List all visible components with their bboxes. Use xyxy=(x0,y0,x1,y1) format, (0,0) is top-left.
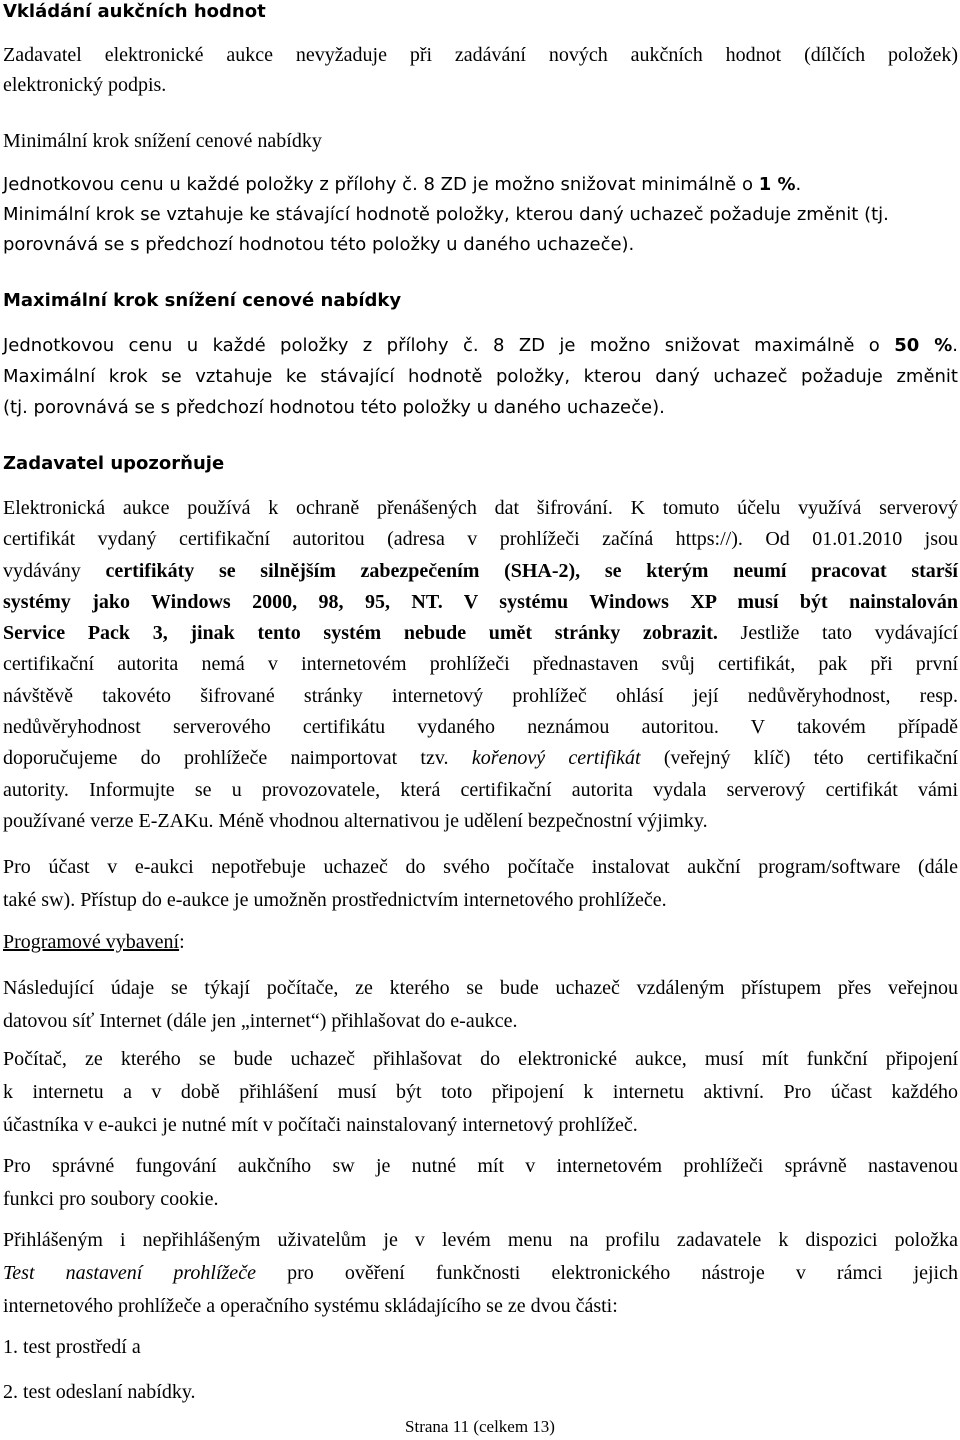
text-line: Service Pack 3, jinak tento systém nebude umět stránky zobrazit. Jestliže tato vydávající xyxy=(3,622,958,645)
paragraph-notice xyxy=(3,493,958,837)
text-line: k internetu a v době přihlášení musí být toto připojení k internetu aktivní. Pro účast každého xyxy=(3,1081,958,1103)
text-line: datovou síť Internet (dále jen „internet“) přihlašovat do e-aukce. xyxy=(3,1010,518,1032)
text-line: také sw). Přístup do e-aukce je umožněn prostřednictvím internetového prohlížeče. xyxy=(3,889,667,911)
paragraph-pocitac xyxy=(3,1043,958,1142)
text-line: Elektronická aukce používá k ochraně přenášených dat šifrování. K tomuto účelu využívá serverový xyxy=(3,497,958,519)
heading-notice: Zadavatel upozorňuje xyxy=(3,453,225,474)
text-line: Pro účast v e-aukci nepotřebuje uchazeč do svého počítače instalovat aukční program/software (dále xyxy=(3,856,958,878)
heading-max-step: Maximální krok snížení cenové nabídky xyxy=(3,290,402,311)
text-line: Minimální krok se vztahuje ke stávající hodnotě položky, kterou daný uchazeč požaduje změnit (tj. xyxy=(3,204,889,225)
text-line: Pro správné fungování aukčního sw je nutné mít v internetovém prohlížeči správně nastavenou xyxy=(3,1155,958,1177)
text-line: Zadavatel elektronické aukce nevyžaduje při zadávání nových aukčních hodnot (dílčích položek) xyxy=(3,44,958,66)
paragraph-min-step xyxy=(3,170,958,260)
text-line: Jednotkovou cenu u každé položky z přílohy č. 8 ZD je možno snižovat maximálně o 50 %. xyxy=(3,335,959,356)
text-line: doporučujeme do prohlížeče naimportovat tzv. kořenový certifikát (veřejný klíč) této certifikační xyxy=(3,747,958,770)
text-line: porovnává se s předchozí hodnotou této položky u daného uchazeče). xyxy=(3,234,635,255)
list-item: 1. test prostředí a xyxy=(3,1336,141,1358)
text-line: Maximální krok se vztahuje ke stávající hodnotě položky, kterou daný uchazeč požaduje změnit xyxy=(3,366,958,387)
text-line: vydávány certifikáty se silnějším zabezpečením (SHA-2), se kterým neumí pracovat starší xyxy=(3,559,958,582)
text-line: Test nastavení prohlížeče pro ověření funkčnosti elektronického nástroje v rámci jejich xyxy=(3,1262,958,1284)
text-line: Přihlášeným i nepřihlášeným uživatelům je v levém menu na profilu zadavatele k dispozici položka xyxy=(3,1229,958,1251)
text-line: certifikát vydaný certifikační autoritou (adresa v prohlížeči začíná https://). Od 01.01.2010 jsou xyxy=(3,528,958,551)
heading-vkladani: Vkládání aukčních hodnot xyxy=(3,1,266,22)
text-line: nedůvěryhodnost serverového certifikátu vydaného neznámou autoritou. V takovém případě xyxy=(3,716,958,739)
paragraph-max-step xyxy=(3,330,958,423)
paragraph-programove xyxy=(3,972,958,1038)
text-line: účastníka v e-aukci je nutné mít v počítači nainstalovaný internetový prohlížeč. xyxy=(3,1114,638,1136)
heading-programove-vybaveni: Programové vybavení: xyxy=(3,931,185,953)
list-item: 2. test odeslaní nabídky. xyxy=(3,1381,196,1403)
page-footer: Strana 11 (celkem 13) xyxy=(405,1417,555,1436)
text-line: Počítač, ze kterého se bude uchazeč přihlašovat do elektronické aukce, musí mít funkční připojení xyxy=(3,1048,958,1070)
text-line: funkci pro soubory cookie. xyxy=(3,1188,219,1210)
paragraph-cookie xyxy=(3,1150,958,1216)
heading-min-step: Minimální krok snížení cenové nabídky xyxy=(3,130,322,152)
text-line: internetového prohlížeče a operačního systému skládajícího se ze dvou části: xyxy=(3,1295,618,1317)
text-line: používané verze E-ZAKu. Méně vhodnou alternativou je udělení bezpečnostní výjimky. xyxy=(3,809,708,832)
paragraph-vkladani xyxy=(3,40,958,100)
text-line: Následující údaje se týkají počítače, ze kterého se bude uchazeč vzdáleným přístupem přes veřejnou xyxy=(3,977,958,999)
text-line: autority. Informujte se u provozovatele, která certifikační autorita vydala serverový certifikát vámi xyxy=(3,778,958,801)
text-line: certifikační autorita nemá v internetovém prohlížeči přednastaven svůj certifikát, pak při první xyxy=(3,653,958,676)
text-line: Jednotkovou cenu u každé položky z přílohy č. 8 ZD je možno snižovat minimálně o 1 %. xyxy=(3,174,802,195)
text-line: (tj. porovnává se s předchozí hodnotou této položky u daného uchazeče). xyxy=(3,397,665,418)
text-line: návštěvě takovéto šifrované stránky internetový prohlížeč ohlásí její nedůvěryhodnost, resp. xyxy=(3,684,958,707)
paragraph-test xyxy=(3,1224,958,1323)
text-line: systémy jako Windows 2000, 98, 95, NT. V systému Windows XP musí být nainstalován xyxy=(3,590,958,613)
paragraph-software xyxy=(3,851,958,917)
text-line: elektronický podpis. xyxy=(3,74,167,96)
